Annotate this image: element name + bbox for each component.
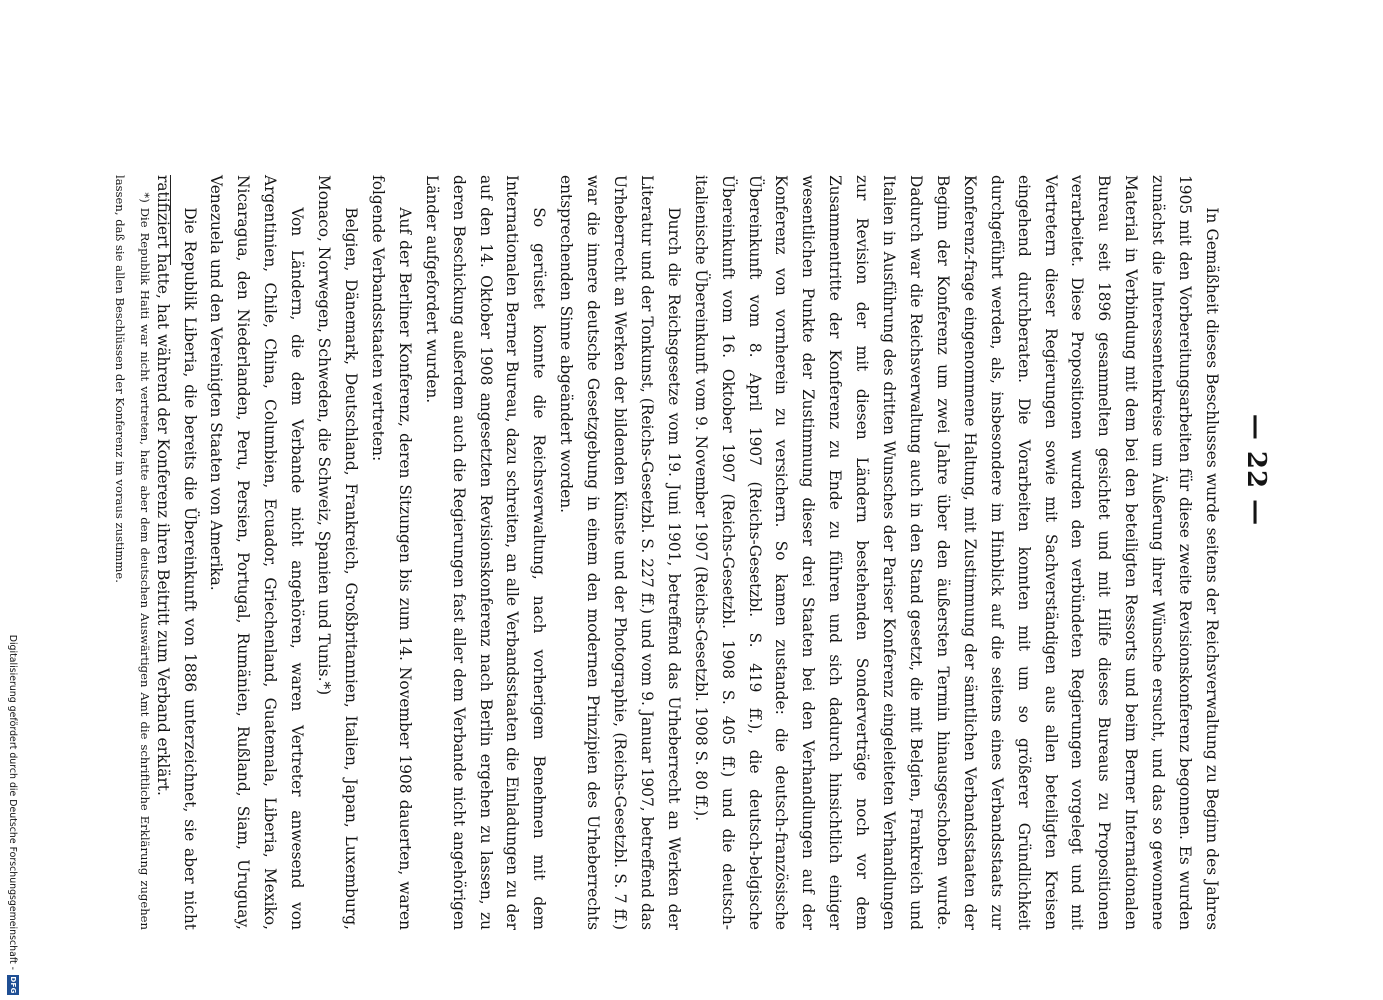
paragraph-preparation: In Gemäßheit dieses Beschlusses wurde seitens der Reichsverwaltung zu Beginn des Jahres 1905 mit den Vorbereitungsarbeiten für diese zweite Revisionskonferenz begonnen. Es wurden zunächst die Interessentenkreise um Äußerung ihrer Wünsche ersucht, und das so gewonnene Material in Verbindung mit dem bei den beteiligten Ressorts und beim Berner Internationalen Bureau seit 1896 gesammelten gesichtet und mit Hilfe dieses Bureaus zu Propositionen verarbeitet. Diese Propositionen wurden den verbündeten Regierungen vorgelegt und mit Vertretern dieser Regierungen sowie mit Sachverständigen aus allen beteiligten Kreisen eingehend durchberaten. Die Vorarbeiten konnten mit um so größerer Gründlichkeit durchgeführt werden, als, insbesondere im Hinblick auf die seitens eines Verbandsstaats zur Konferenz-frage eingenommene Haltung, mit Zustimmung der sämtlichen Verbandsstaaten der Beginn der Konferenz um zwei Jahre über den äußersten Termin hinausgeschoben wurde. Dadurch war die Reichsverwaltung auch in den Stand gesetzt, die mit Belgien, Frankreich und Italien in Ausführung des dritten Wunsches der Pariser Konferenz eingeleiteten Verhandlungen zur Revision der mit diesen Ländern bestehenden Sonderverträge noch vor dem Zusammentritte der Konferenz zu Ende zu führen und sich dadurch hinsichtlich einiger wesentlichen Punkte der Zustimmung dieser drei Staaten bei den Verhandlungen auf der Konferenz von vornherein zu versichern. So kamen zustande: die deutsch-französische Übereinkunft vom 8. April 1907 (Reichs-Gesetzbl. S. 419 ff.), die deutsch-belgische Übereinkunft vom 16. Oktober 1907 (Reichs-Gesetzbl. 1908 S. 405 ff.) und die deutsch-italienische Übereinkunft vom 9. November 1907 (Reichs-Gesetzbl. 1908 S. 80 ff.). [691,175,1221,930]
paragraph-member-states: Belgien, Dänemark, Deutschland, Frankreich, Großbritannien, Italien, Japan, Luxemburg, Monaco, Norwegen, Schweden, die Schweiz, Spanien und Tunis.*) [315,175,360,930]
dfg-logo-icon: DFG [9,976,17,994]
paragraph-liberia: Die Republik Liberia, die bereits die Übereinkunft von 1886 unterzeichnet, sie aber nicht ratifiziert hatte, hat während der Konferenz ihren Beitritt zum Verband erklärt. [153,175,199,930]
paragraph-berlin-conference: Auf der Berliner Konferenz, deren Sitzungen bis zum 14. November 1908 dauerten, waren folgende Verbandsstaaten vertreten: [368,175,414,930]
footnote: *) Die Republik Haiti war nicht vertreten, hatte aber dem deutschen Auswärtigen Amt die schriftliche Erklärung zugehen lassen, daß sie allen Beschlüssen der Konferenz im voraus zustimme. [113,175,152,930]
footnote-divider [170,175,171,265]
paragraph-invitations: So gerüstet konnte die Reichsverwaltung, nach vorherigem Benehmen mit dem Internationalen Berner Bureau, dazu schreiten, an alle Verbandsstaaten die Einladungen zu der auf den 14. Oktober 1908 angesetzten Revisionskonferenz nach Berlin ergehen zu lassen, zu deren Beschickung außerdem auch die Regierungen fast aller dem Verbande nicht angehörigen Länder aufgefordert wurden. [422,175,549,930]
paragraph-non-member-states: Von Ländern, die dem Verbande nicht angehören, waren Vertreter anwesend von Argentinien, Chile, China, Columbien, Ecuador, Griechenland, Guatemala, Liberia, Mexiko, Nicaragua, den Niederlanden, Peru, Persien, Portugal, Rumänien, Rußland, Siam, Uruguay, Venezuela und den Vereinigten Staaten von Amerika. [207,175,307,930]
credit-text: Digitalisierung gefördert durch die Deutsche Forschungsgemeinschaft - [7,634,19,970]
body-text [149,175,1225,930]
page-number: — 22 — [1241,413,1271,527]
paragraph-reichsgesetze: Durch die Reichsgesetze vom 19. Juni 1901, betreffend das Urheberrecht an Werken der Literatur und der Tonkunst, (Reichs-Gesetzbl. S. 227 ff.) und vom 9. Januar 1907, betreffend das Urheberrecht an Werken der bildenden Künste und der Photographie, (Reichs-Gesetzbl. S. 7 ff.) war die innere deutsche Gesetzgebung in einem den modernen Prinzipien des Urheberrechts entsprechenden Sinne abgeändert worden. [557,175,683,930]
